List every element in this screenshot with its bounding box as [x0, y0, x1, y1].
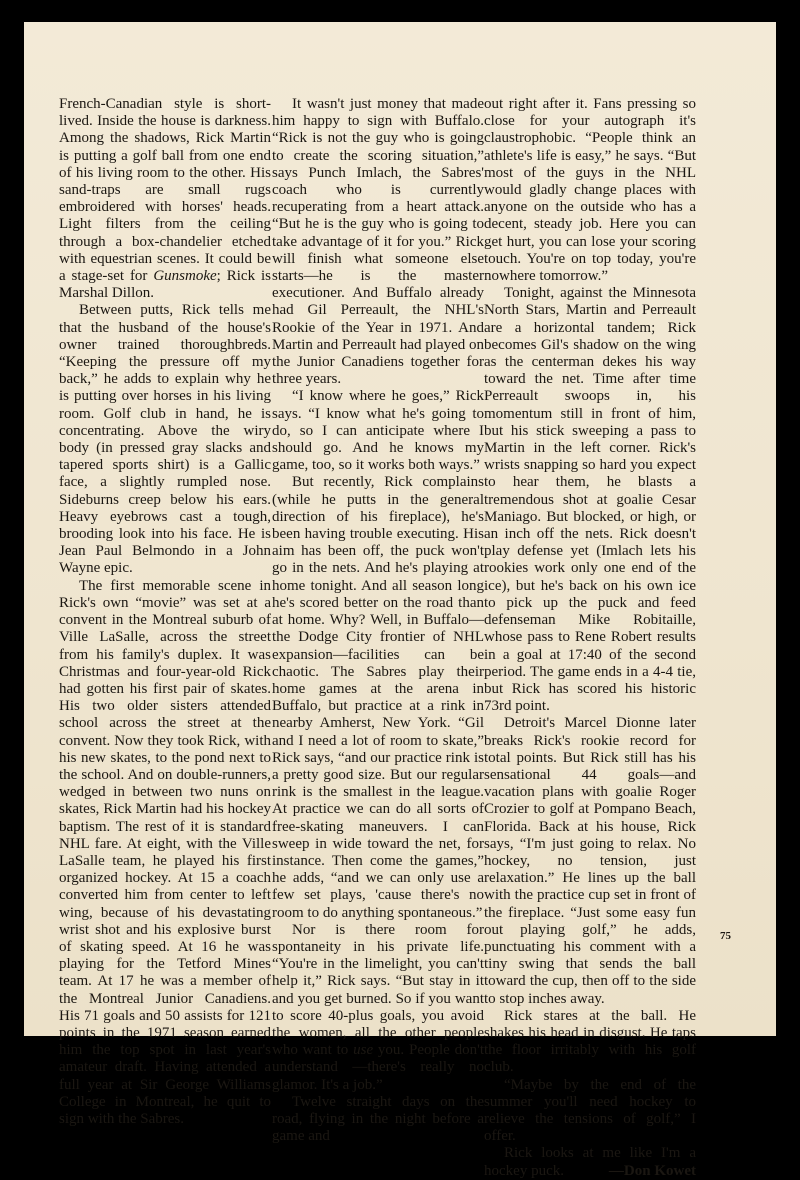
paragraph: Tonight, against the Minnesota North Stars, Martin and Perreault are a horizontal tandem; Rick becomes Gil's shadow on the wing as the centerman dekes his way toward the net. Time after time Perreault swoops in, his momentum still in front of him, but his stick sweeping a pass to Martin in the left corner. Rick's wrists snapping so hard you expect to hear them, he blasts a tremendous shot at goalie Cesar Maniago. But blocked, or high, or an inch off the nets. Rick doesn't play defense yet (Imlach lets his rookies work only one end of the ice), but he's back on his own ice to pick up the puck and feed defenseman Mike Robitaille, whose pass to Rene Robert results in a goal at 17:40 of the second period. The game ends in a 4-4 tie, but Rick has scored his historic 73rd point. — [484, 285, 696, 715]
article-column-2 — [272, 96, 484, 1145]
paragraph: “Maybe by the end of the summer you'll need hockey to relieve the tensions of golf,” I offer. — [484, 1076, 696, 1145]
article-column-1 — [59, 96, 271, 1128]
paragraph: Rick stares at the ball. He shakes his head in disgust. He taps the floor irritably with his golf club. — [484, 1007, 696, 1076]
paragraph: “I know where he goes,” Rick says. “I know what he's going to do, so I can anticipate where I should go. And he knows my game, too, so it works both ways.” — [272, 388, 484, 474]
paragraph: It wasn't just money that made him happy to sign with Buffalo. “Rick is not the guy who is going to create the scoring situation,” says Punch Imlach, the Sabres' coach who is currently recuperating from a heart attack. “But he is the guy who is going to take advantage of it for you.” Rick will finish what someone else starts—he is the master executioner. And Buffalo already had Gil Perreault, the NHL's Rookie of the Year in 1971. And Martin and Perreault had played on the Junior Canadiens together for three years. — [272, 96, 485, 388]
paragraph: Nor is there room for spontaneity in his private life. “You're in the limelight, you can't help it,” Rick says. “But stay in it and you get burned. So if you want to score 40-plus goals, you avoid the women, all the other people who want to use you. People don't understand —there's really no glamor. It's a job.” — [272, 921, 484, 1093]
paragraph: French-Canadian style is short-lived. Inside the house is darkness. Among the shadows, Rick Martin is putting a golf ball from one end of his living room to the other. His sand-traps are small rugs embroidered with horses' heads. Light filters from the ceiling through a box-chandelier etched with equestrian scenes. It could be a stage-set for Gunsmoke; Rick is Marshal Dillon. — [59, 96, 271, 302]
paragraph: out right after it. Fans pressing so close for your autograph it's claustrophobic. “People think an athlete's life is easy,” he says. “But most of the guys in the NHL would gladly change places with anyone on the outside who has a decent, steady job. Here you can get hurt, you can lose your scoring touch. You're on top today, you're nowhere tomorrow.” — [484, 96, 696, 285]
paragraph: The first memorable scene in Rick's own “movie” was set at a convent in the Montreal suburb of Ville LaSalle, across the street from his family's duplex. It was Christmas and four-year-old Rick had gotten his first pair of skates. His two older sisters attended school across the street at the convent. Now they took Rick, with his new skates, to the pond next to the school. And on double-runners, wedged in between two nuns on skates, Rick Martin had his hockey baptism. The rest of it is standard NHL fare. At eight, with the Ville LaSalle team, he played his first organized hockey. At 15 a coach converted him from center to left wing, because of his devastating wrist shot and his explosive burst of skating speed. At 16 he was playing for the Tetford Mines team. At 17 he was a member of the Montreal Junior Canadiens. His 71 goals and 50 assists for 121 points in the 1971 season earned him the top spot in last year's amateur draft. Having attended a full year at Sir George Williams College in Montreal, he quit to sign with the Sabres. — [59, 577, 271, 1127]
article-column-3 — [484, 96, 696, 1180]
paragraph: Between putts, Rick tells me that the husband of the house's owner trained thoroughbreds. “Keeping the pressure off my back,” he adds to explain why he is putting over horses in his living room. Golf club in hand, he is concentrating. Above the wiry body (in pressed gray slacks and tapered sports shirt) is a Gallic face, a slightly rumpled nose. Sideburns creep below his ears. Heavy eyebrows cast a tough, brooding look into his face. He is Jean Paul Belmondo in a John Wayne epic. — [59, 302, 271, 577]
page-number: 75 — [720, 930, 731, 942]
emphasis: use — [353, 1042, 374, 1059]
paragraph: Detroit's Marcel Dionne later breaks Rick's rookie record for total points. But Rick still has his sensational 44 goals—and vacation plans with goalie Roger Crozier to golf at Pompano Beach, Florida. Back at his house, Rick says, “I'm just going to relax. No hockey, no tension, just relaxation.” He lines up the ball with the practice cup set in front of the fireplace. “Just some easy fun out playing golf,” he adds, punctuating his comment with a tiny swing that sends the ball toward the cup, then off to the side to stop inches away. — [484, 715, 696, 1007]
author-byline: —Don Kowet — [608, 1162, 696, 1179]
paragraph: Rick looks at me like I'm a hockey puck. —Don Kowet — [484, 1145, 696, 1179]
show-title: Gunsmoke — [153, 268, 217, 285]
paragraph: Twelve straight days on the road, flying in the night before a game and — [272, 1093, 484, 1145]
magazine-page — [24, 22, 776, 1179]
paragraph: But recently, Rick complains (while he putts in the general direction of his fireplace), he's been having trouble executing. His aim has been off, the puck won't go in the nets. And he's playing at home tonight. And all season long he's scored better on the road than at home. Why? Well, in Buffalo—the Dodge City frontier of NHL expansion—facilities can be chaotic. The Sabres play their home games at the arena in Buffalo, but practice at a rink in nearby Amherst, New York. “Gil and I need a lot of room to skate,” Rick says, “and our practice rink is a pretty good size. But our regular rink is the smallest in the league. At practice we can do all sorts of free-skating maneuvers. I can sweep in wide toward the net, for instance. Then come the games,” he adds, “and we can only use a few set plays, 'cause there's no room to do anything spontaneous.” — [272, 474, 484, 921]
